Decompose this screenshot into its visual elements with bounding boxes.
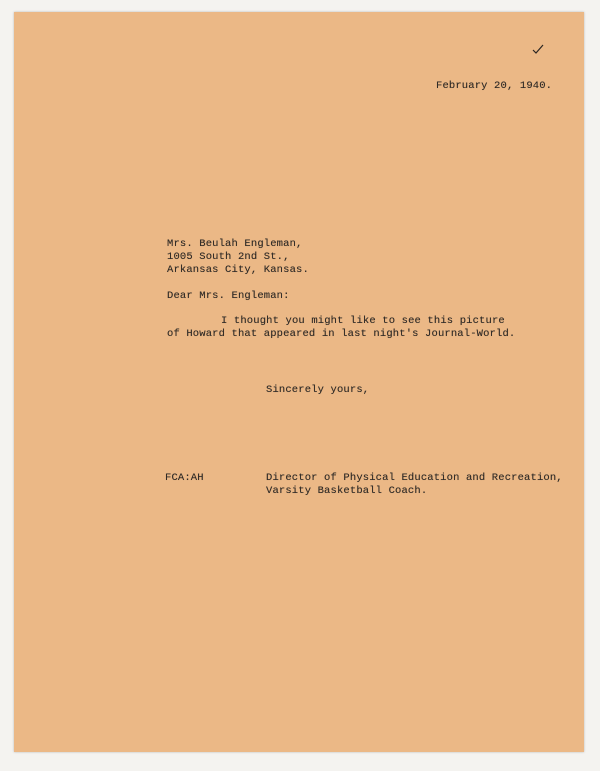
closing: Sincerely yours,: [266, 384, 370, 396]
signature-title-1: Director of Physical Education and Recreation,: [266, 472, 563, 484]
letter-page: [14, 12, 584, 752]
recipient-city: Arkansas City, Kansas.: [167, 264, 309, 276]
check-mark-icon: [532, 44, 544, 54]
date-line: February 20, 1940.: [436, 80, 553, 92]
signature-title-2: Varsity Basketball Coach.: [266, 485, 428, 497]
recipient-street: 1005 South 2nd St.,: [167, 251, 290, 263]
recipient-name: Mrs. Beulah Engleman,: [167, 238, 303, 250]
body-line-1: I thought you might like to see this picture: [221, 315, 505, 327]
salutation: Dear Mrs. Engleman:: [167, 290, 290, 302]
body-line-2: of Howard that appeared in last night's Journal-World.: [167, 328, 516, 340]
reference-initials: FCA:AH: [165, 472, 204, 484]
